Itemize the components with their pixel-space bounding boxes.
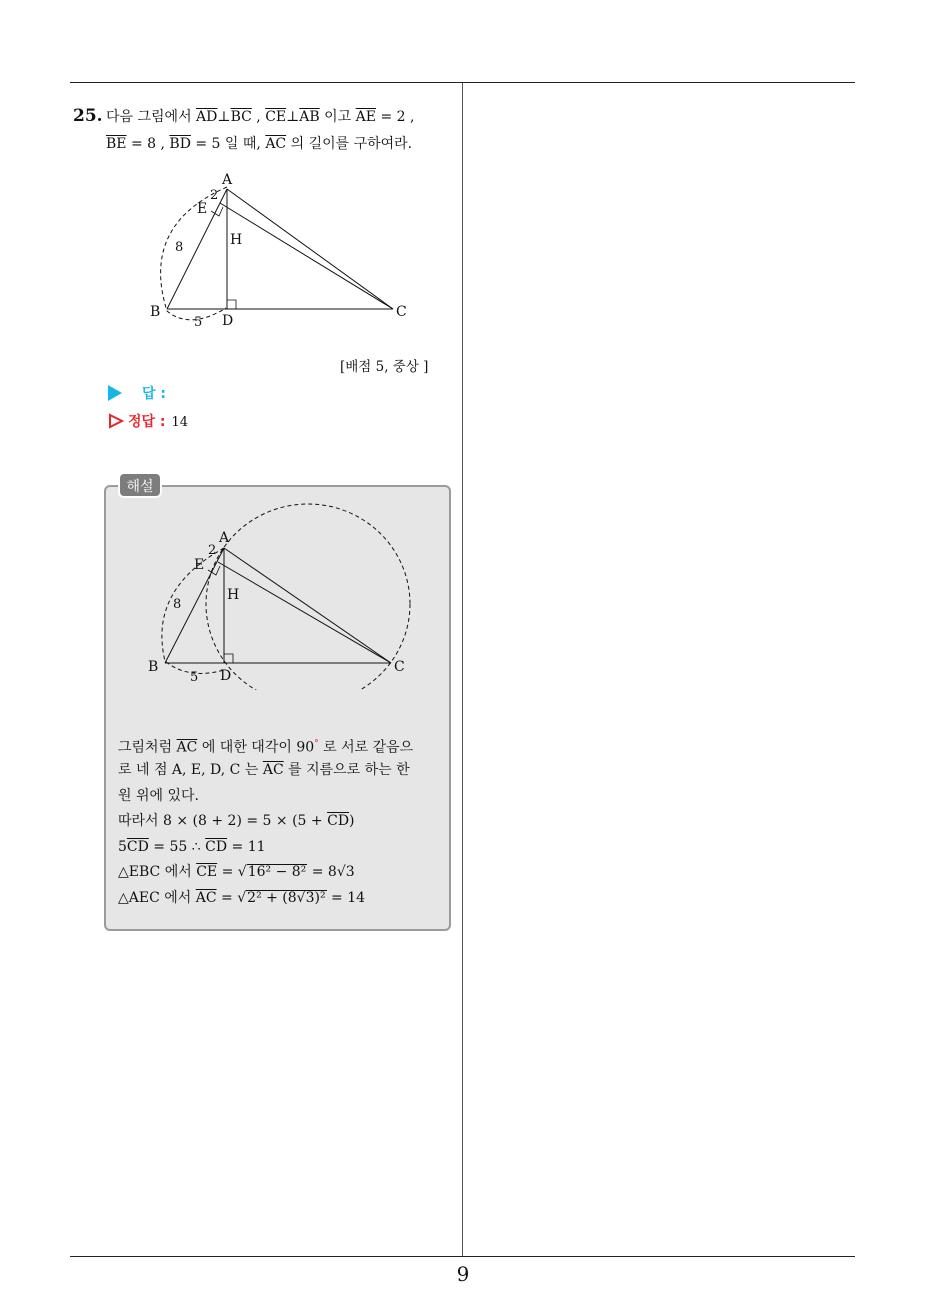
degree-symbol: ° [314, 739, 319, 749]
correct-answer-label: 정답 : [128, 414, 166, 430]
page-number: 9 [456, 1262, 470, 1286]
right-angle-d-sol [224, 654, 233, 663]
segment-be: $\overline{BE}$ [106, 136, 127, 152]
correct-answer-row [108, 411, 188, 431]
label-be-length: 8 [175, 240, 184, 255]
solution-tab: 해설 [118, 472, 162, 498]
label-b: B [150, 304, 161, 320]
right-angle-d [227, 300, 236, 309]
label-a-sol: A [219, 530, 230, 546]
segment-ce-line [220, 203, 393, 309]
bottom-rule [70, 1256, 855, 1257]
segment-ab: $\overline{AB}$ [299, 109, 320, 125]
label-a: A [222, 172, 233, 188]
segment-ad: $\overline{AD}$ [196, 109, 218, 125]
segment-ce: $\overline{CE}$ [265, 109, 287, 125]
segment-ac: $\overline{AC}$ [265, 136, 287, 152]
solution-figure [138, 500, 418, 690]
solution-text-line-1: 그림처럼 $\overline{AC}$ 에 대한 대각이 90° 로 서로 같음으 [118, 739, 414, 756]
solution-equation-2: $5\overline{CD} = 55$ ∴ $\overline{CD} = 11$ [118, 839, 266, 855]
segment-bc: $\overline{BC}$ [230, 109, 252, 125]
answer-label: 답 : [142, 386, 166, 402]
solution-equation-4: △AEC 에서 $\overline{AC} = √2^2 + (8√3)^2 = 14$ [118, 890, 366, 906]
score-info: [배점 5, 중상 ] [340, 359, 429, 375]
column-divider [462, 83, 463, 1256]
label-c: C [396, 304, 407, 320]
label-bd-length: 5 [194, 315, 203, 330]
solution-equation-3: △EBC 에서 $\overline{CE} = √16^2 - 8^2 = 8√3$ [118, 864, 355, 880]
question-line-1: 다음 그림에서 $\overline{AD}\perp\overline{BC}$ , $\overline{CE}\perp\overline{AB}$ 이고 $\overline{AE} = 2$ , [106, 109, 415, 125]
label-c-sol: C [394, 659, 405, 675]
label-d: D [222, 313, 234, 329]
label-d-sol: D [220, 668, 232, 684]
label-b-sol: B [148, 659, 159, 675]
solution-text-line-2: 로 네 점 A, E, D, C 는 $\overline{AC}$ 를 지름으로 하는 한 [118, 762, 410, 778]
label-h: H [230, 232, 243, 248]
segment-ae: $\overline{AE}$ [355, 109, 376, 125]
label-h-sol: H [227, 587, 240, 603]
question-number: 25. [73, 106, 103, 126]
label-ae-length: 2 [210, 188, 219, 203]
solution-equation-1: 따라서 $8 \times (8 + 2) = 5 \times (5 + \overline{CD})$ [118, 813, 355, 829]
question-line-2: $\overline{BE} = 8$ , $\overline{BD} = 5$ 일 때, $\overline{AC}$ 의 길이를 구하여라. [106, 136, 413, 152]
segment-ac-line-sol [224, 548, 391, 663]
label-e-sol: E [194, 557, 205, 573]
label-bd-length-sol: 5 [190, 670, 199, 685]
label-e: E [197, 201, 208, 217]
play-icon [108, 385, 122, 401]
problem-figure [130, 165, 420, 335]
solution-text-line-3: 원 위에 있다. [118, 788, 199, 804]
outline-triangle-icon [108, 413, 124, 429]
segment-bd: $\overline{BD}$ [169, 136, 191, 152]
segment-ac-line [227, 189, 393, 309]
answer-blank-row [108, 383, 166, 403]
label-be-length-sol: 8 [173, 597, 182, 612]
segment-ce-line-sol [218, 562, 391, 663]
arc-b-e-d [161, 187, 227, 320]
label-ae-length-sol: 2 [208, 543, 217, 558]
correct-answer-value: 14 [171, 415, 189, 430]
